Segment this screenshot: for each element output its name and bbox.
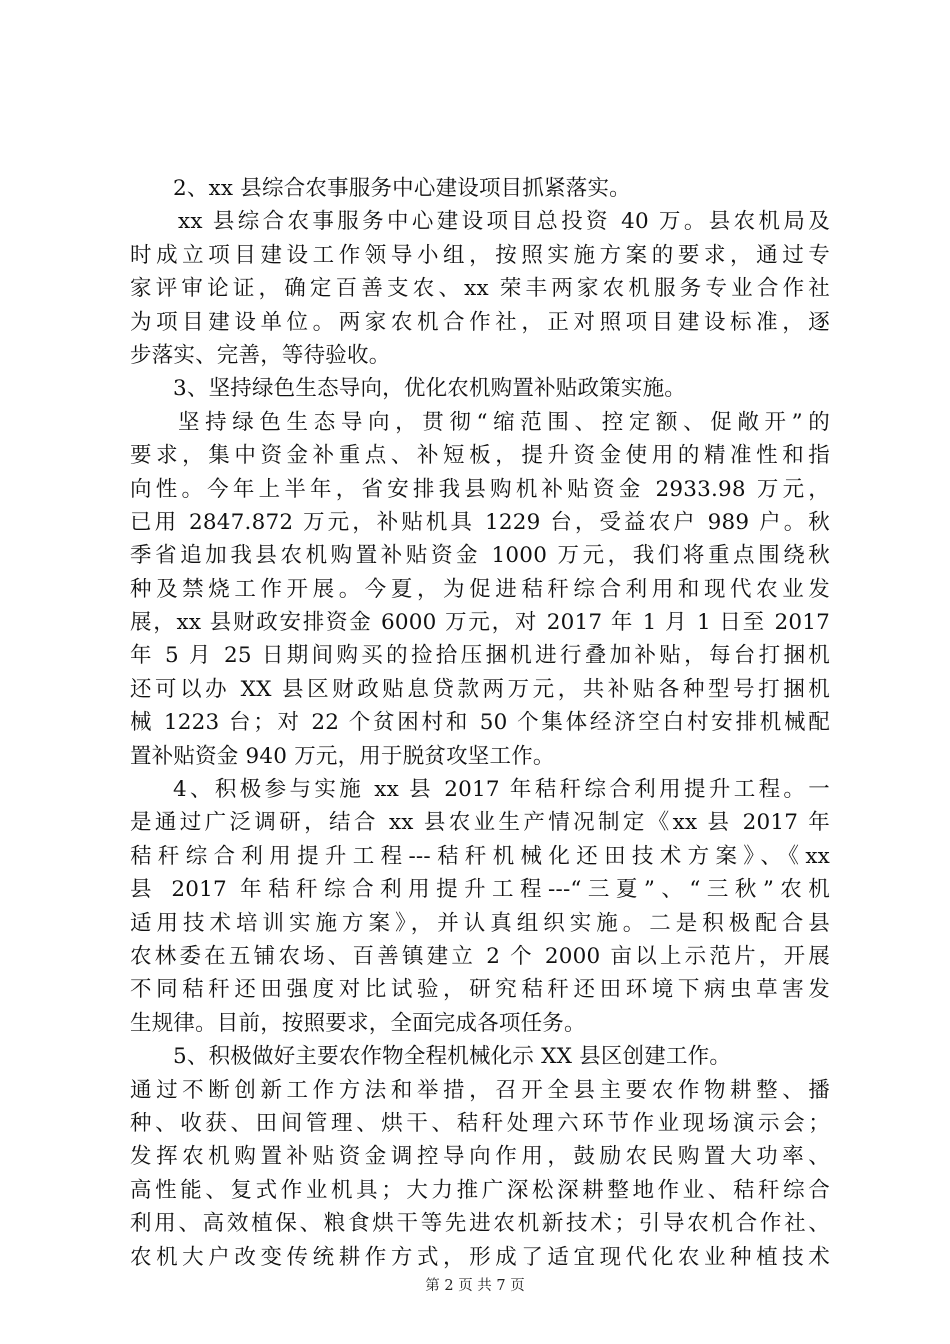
paragraph-line: 秸秆综合利用提升工程---秸秆机械化还田技术方案》、《xx [130, 843, 830, 869]
paragraph-line: 不同秸秆还田强度对比试验，研究秸秆还田环境下病虫草害发 [130, 977, 830, 1003]
paragraph-line: 种及禁烧工作开展。今夏，为促进秸秆综合利用和现代农业发 [130, 576, 830, 602]
paragraph-line: 时成立项目建设工作领导小组，按照实施方案的要求，通过专 [130, 242, 830, 268]
paragraph-line: 坚持绿色生态导向，贯彻“缩范围、控定额、促敞开”的 [178, 409, 830, 435]
paragraph-line: 农机大户改变传统耕作方式，形成了适宜现代化农业种植技术 [130, 1244, 830, 1270]
paragraph-line: 械 1223 台；对 22 个贫困村和 50 个集体经济空白村安排机械配 [130, 710, 830, 736]
paragraph-line: 季省追加我县农机购置补贴资金 1000 万元，我们将重点围绕秋 [130, 543, 830, 569]
paragraph-line: xx 县综合农事服务中心建设项目总投资 40 万。县农机局及 [178, 209, 830, 235]
paragraph-line: 农林委在五铺农场、百善镇建立 2 个 2000 亩以上示范片，开展 [130, 943, 830, 969]
paragraph-line: 已用 2847.872 万元，补贴机具 1229 台，受益农户 989 户。秋 [130, 509, 830, 535]
paragraph-line: 年 5 月 25 日期间购买的捡拾压捆机进行叠加补贴，每台打捆机 [130, 643, 830, 669]
paragraph-line: 为项目建设单位。两家农机合作社，正对照项目建设标准，逐 [130, 309, 830, 335]
paragraph-line: 是通过广泛调研，结合 xx 县农业生产情况制定《xx 县 2017 年 [130, 810, 830, 836]
paragraph-line: 向性。今年上半年，省安排我县购机补贴资金 2933.98 万元， [130, 476, 830, 502]
paragraph-line: 利用、高效植保、粮食烘干等先进农机新技术；引导农机合作社、 [130, 1211, 830, 1237]
paragraph-line: 发挥农机购置补贴资金调控导向作用，鼓励农民购置大功率、 [130, 1144, 830, 1170]
document-body [130, 172, 830, 1274]
paragraph-line: 还可以办 XX 县区财政贴息贷款两万元，共补贴各种型号打捆机 [130, 676, 830, 702]
paragraph-heading-4: 4、积极参与实施 xx 县 2017 年秸秆综合利用提升工程。一 [173, 777, 830, 803]
paragraph-heading-2: 2、xx 县综合农事服务中心建设项目抓紧落实。 [173, 176, 631, 201]
paragraph-line: 高性能、复式作业机具；大力推广深松深耕整地作业、秸秆综合 [130, 1177, 830, 1203]
paragraph-line: 要求，集中资金补重点、补短板，提升资金使用的精准性和指 [130, 443, 830, 469]
paragraph-heading-3: 3、坚持绿色生态导向，优化农机购置补贴政策实施。 [173, 376, 686, 402]
paragraph-line: 展，xx 县财政安排资金 6000 万元，对 2017 年 1 月 1 日至 2017 [130, 610, 830, 636]
paragraph-line: 生规律。目前，按照要求，全面完成各项任务。 [130, 1010, 586, 1036]
paragraph-line: 家评审论证，确定百善支农、xx 荣丰两家农机服务专业合作社 [130, 276, 830, 302]
paragraph-line: 种、收获、田间管理、烘干、秸秆处理六环节作业现场演示会； [130, 1110, 830, 1136]
paragraph-line: 县 2017 年秸秆综合利用提升工程---“三夏”、“三秋”农机 [130, 877, 830, 903]
paragraph-line: 置补贴资金 940 万元，用于脱贫攻坚工作。 [130, 743, 555, 769]
paragraph-line: 通过不断创新工作方法和举措，召开全县主要农作物耕整、播 [130, 1077, 830, 1103]
paragraph-line: 适用技术培训实施方案》，并认真组织实施。二是积极配合县 [130, 910, 830, 936]
page-number: 第 2 页 共 7 页 [425, 1278, 525, 1294]
paragraph-heading-5: 5、积极做好主要农作物全程机械化示 XX 县区创建工作。 [173, 1044, 732, 1070]
paragraph-line: 步落实、完善，等待验收。 [130, 342, 391, 368]
